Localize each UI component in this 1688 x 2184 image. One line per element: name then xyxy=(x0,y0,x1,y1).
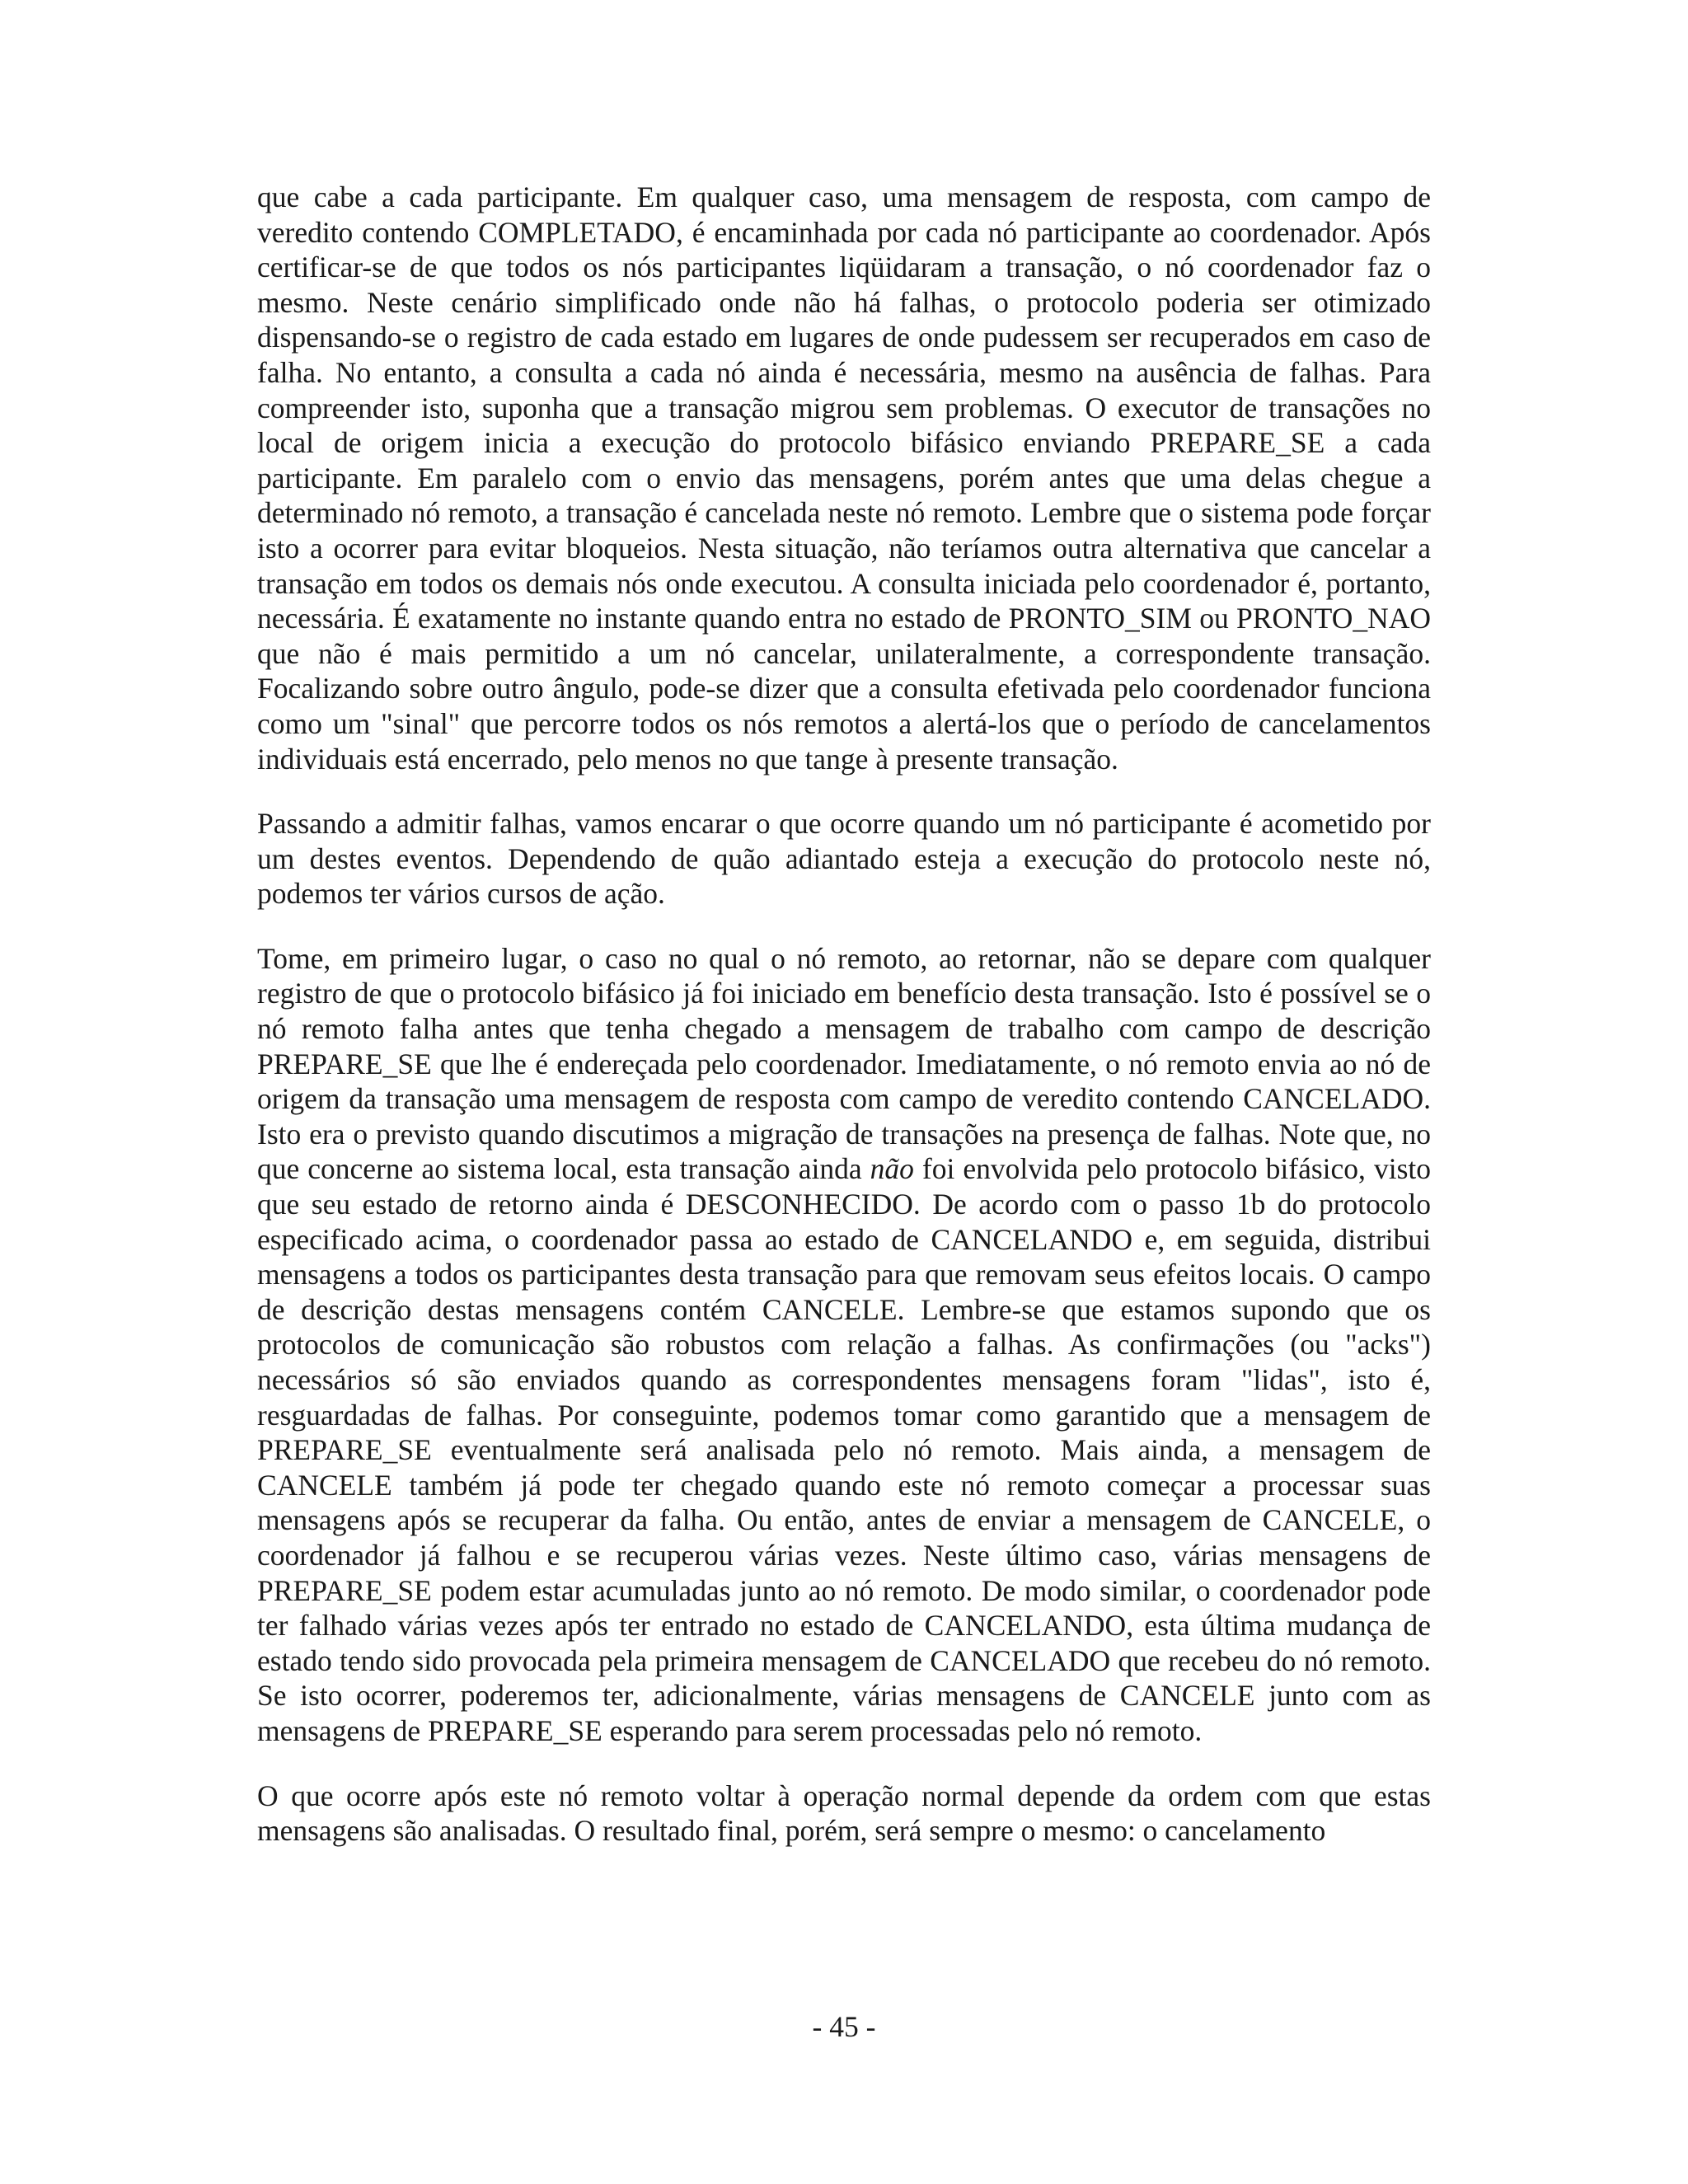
page-body xyxy=(257,180,1431,1878)
paragraph-3-text-start: Tome, em primeiro lugar, o caso no qual o nó remoto, ao retornar, não se depare com qualquer registro de que o protocolo bifásico já foi iniciado em benefício desta transação. Isto é possível se o nó remoto falha antes que tenha chegado a mensagem de trabalho com campo de descrição PREPARE_SE que lhe é endereçada pelo coordenador. Imediatamente, o nó remoto envia ao nó de origem da transação uma mensagem de resposta com campo de veredito contendo CANCELADO. Isto era o previsto quando discutimos a migração de transações na presença de falhas. Note que, no que concerne ao sistema local, esta transação ainda xyxy=(257,941,1431,1186)
paragraph-2 xyxy=(257,806,1431,912)
paragraph-1-text: que cabe a cada participante. Em qualquer caso, uma mensagem de resposta, com campo de veredito contendo COMPLETADO, é encaminhada por cada nó participante ao coordenador. Após certificar-se de que todos os nós participantes liqüidaram a transação, o nó coordenador faz o mesmo. Neste cenário simplificado onde não há falhas, o protocolo poderia ser otimizado dispensando-se o registro de cada estado em lugares de onde pudessem ser recuperados em caso de falha. No entanto, a consulta a cada nó ainda é necessária, mesmo na ausência de falhas. Para compreender isto, suponha que a transação migrou sem problemas. O executor de transações no local de origem inicia a execução do protocolo bifásico enviando PREPARE_SE a cada participante. Em paralelo com o envio das mensagens, porém antes que uma delas chegue a determinado nó remoto, a transação é cancelada neste nó remoto. Lembre que o sistema pode forçar isto a ocorrer para evitar bloqueios. Nesta situação, não teríamos outra alternativa que cancelar a transação em todos os demais nós onde executou. A consulta iniciada pelo coordenador é, portanto, necessária. É exatamente no instante quando entra no estado de PRONTO_SIM ou PRONTO_NAO que não é mais permitido a um nó cancelar, unilateralmente, a correspondente transação. Focalizando sobre outro ângulo, pode-se dizer que a consulta efetivada pelo coordenador funciona como um "sinal" que percorre todos os nós remotos a alertá-los que o período de cancelamentos individuais está encerrado, pelo menos no que tange à presente transação. xyxy=(257,180,1431,776)
paragraph-2-text: Passando a admitir falhas, vamos encarar o que ocorre quando um nó participante é acometido por um destes eventos. Dependendo de quão adiantado esteja a execução do protocolo neste nó, podemos ter vários cursos de ação. xyxy=(257,807,1431,911)
paragraph-4-text: O que ocorre após este nó remoto voltar à operação normal depende da ordem com que estas mensagens são analisadas. O resultado final, porém, será sempre o mesmo: o cancelamento xyxy=(257,1779,1431,1848)
paragraph-1 xyxy=(257,180,1431,776)
paragraph-3-italic-word: não xyxy=(870,1152,914,1186)
page-number: - 45 - xyxy=(812,2010,876,2043)
paragraph-4 xyxy=(257,1779,1431,1849)
paragraph-3-text-end: foi envolvida pelo protocolo bifásico, visto que seu estado de retorno ainda é DESCONHECIDO. De acordo com o passo 1b do protocolo especificado acima, o coordenador passa ao estado de CANCELANDO e, em seguida, distribui mensagens a todos os participantes desta transação para que removam seus efeitos locais. O campo de descrição destas mensagens contém CANCELE. Lembre-se que estamos supondo que os protocolos de comunicação são robustos com relação a falhas. As confirmações (ou "acks") necessários só são enviados quando as correspondentes mensagens foram "lidas", isto é, resguardadas de falhas. Por conseguinte, podemos tomar como garantido que a mensagem de PREPARE_SE eventualmente será analisada pelo nó remoto. Mais ainda, a mensagem de CANCELE também já pode ter chegado quando este nó remoto começar a processar suas mensagens após se recuperar da falha. Ou então, antes de enviar a mensagem de CANCELE, o coordenador já falhou e se recuperou várias vezes. Neste último caso, várias mensagens de PREPARE_SE podem estar acumuladas junto ao nó remoto. De modo similar, o coordenador pode ter falhado várias vezes após ter entrado no estado de CANCELANDO, esta última mudança de estado tendo sido provocada pela primeira mensagem de CANCELADO que recebeu do nó remoto. Se isto ocorrer, poderemos ter, adicionalmente, várias mensagens de CANCELE junto com as mensagens de PREPARE_SE esperando para serem processadas pelo nó remoto. xyxy=(257,1152,1431,1747)
paragraph-3 xyxy=(257,941,1431,1749)
